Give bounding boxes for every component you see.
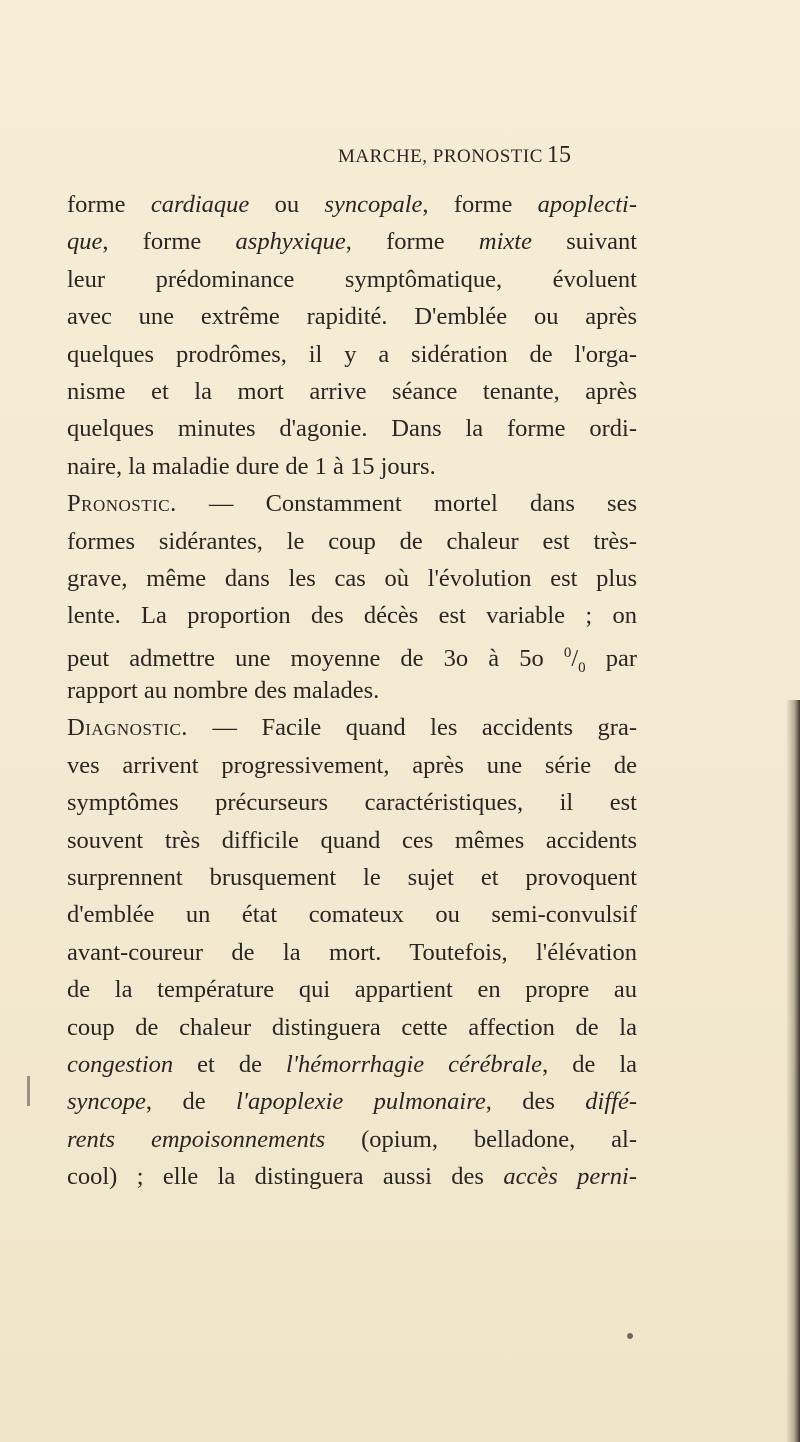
text-run: 0 xyxy=(578,659,586,676)
page-edge-shadow xyxy=(786,700,800,1442)
text-run: , de xyxy=(145,1088,236,1116)
text-run: 0 xyxy=(563,644,572,661)
text-run: / xyxy=(571,644,579,672)
text-line xyxy=(67,186,637,223)
text-run: formes sidérantes, le coup de chaleur est très- xyxy=(67,527,637,555)
text-run: avec une extrême rapidité. D'emblée ou après xyxy=(67,303,637,331)
text-line xyxy=(67,373,637,410)
text-line xyxy=(67,1158,637,1195)
italic-term: que xyxy=(67,228,103,256)
text-line xyxy=(67,223,637,260)
ink-dot xyxy=(627,1333,633,1339)
text-line xyxy=(67,971,637,1008)
text-run: symptômes précurseurs caractéristiques, il est xyxy=(67,789,637,817)
text-run: surprennent brusquement le sujet et provoquent xyxy=(67,864,637,892)
text-run: quelques prodrômes, il y a sidération de l'orga- xyxy=(67,340,637,368)
italic-term: rents empoisonnements xyxy=(67,1125,326,1153)
italic-term: diffé- xyxy=(585,1088,637,1116)
text-run: , forme xyxy=(102,228,236,256)
italic-term: apoplecti- xyxy=(537,191,637,218)
text-line xyxy=(67,784,637,821)
italic-term: syncopale xyxy=(324,191,423,218)
text-run: rapport au nombre des malades. xyxy=(67,677,380,705)
text-run: de la température qui appartient en propre au xyxy=(67,976,637,1004)
text-line xyxy=(67,298,637,335)
italic-term: cardiaque xyxy=(150,191,250,218)
italic-term: mixte xyxy=(478,228,532,256)
text-run: nisme et la mort arrive séance tenante, après xyxy=(67,377,637,405)
text-run: naire, la maladie dure de 1 à 15 jours. xyxy=(67,452,436,480)
text-line xyxy=(67,336,637,373)
text-line xyxy=(67,859,637,896)
text-line xyxy=(67,448,637,485)
text-run: ves arrivent progressivement, après une série de xyxy=(67,751,637,779)
text-run: avant-coureur de la mort. Toutefois, l'élévation xyxy=(67,938,637,966)
text-run: (opium, belladone, al- xyxy=(325,1125,637,1153)
text-run: , de la xyxy=(542,1050,638,1078)
text-line xyxy=(67,896,637,933)
text-run: quelques minutes d'agonie. Dans la forme ordi- xyxy=(67,415,637,443)
body-text xyxy=(67,186,637,1196)
text-line xyxy=(67,934,637,971)
text-line xyxy=(67,709,637,746)
text-run: ou xyxy=(249,191,325,218)
text-run: , forme xyxy=(345,228,479,256)
text-run: , forme xyxy=(422,191,538,218)
text-run: forme xyxy=(67,191,151,218)
text-run: lente. La proportion des décès est variable ; on xyxy=(67,602,637,630)
running-head: MARCHE, PRONOSTIC xyxy=(338,146,543,167)
text-line xyxy=(67,1083,637,1120)
text-line xyxy=(67,672,637,709)
text-run: cool) ; elle la distinguera aussi des xyxy=(67,1163,504,1191)
text-run: et de xyxy=(173,1050,286,1078)
text-line xyxy=(67,822,637,859)
page-header xyxy=(0,142,800,176)
margin-mark xyxy=(27,1076,30,1106)
text-line xyxy=(67,410,637,447)
section-heading: Diagnostic. xyxy=(67,714,188,742)
italic-term: accès perni- xyxy=(503,1163,637,1191)
text-run: leur prédominance symptômatique, évoluent xyxy=(67,265,637,293)
text-run: suivant xyxy=(531,228,638,256)
text-run: , des xyxy=(485,1088,586,1116)
italic-term: syncope xyxy=(67,1088,146,1116)
text-line xyxy=(67,635,637,676)
italic-term: asphyxique xyxy=(235,228,346,256)
italic-term: congestion xyxy=(67,1050,174,1078)
page-number: 15 xyxy=(547,142,571,168)
italic-term: l'apoplexie pulmonaire xyxy=(235,1088,486,1116)
text-run: — Facile quand les accidents gra- xyxy=(187,714,637,742)
text-run: souvent très difficile quand ces mêmes accidents xyxy=(67,826,637,854)
text-line xyxy=(67,597,637,634)
text-run: par xyxy=(585,644,637,672)
text-line xyxy=(67,1121,637,1158)
text-line xyxy=(67,1046,637,1083)
text-run: grave, même dans les cas où l'évolution est plus xyxy=(67,564,637,592)
text-run: — Constamment mortel dans ses xyxy=(176,490,637,518)
text-line xyxy=(67,747,637,784)
text-line xyxy=(67,485,637,522)
text-line xyxy=(67,523,637,560)
text-line xyxy=(67,560,637,597)
text-run: peut admettre une moyenne de 3o à 5o xyxy=(67,644,564,672)
text-run: coup de chaleur distinguera cette affection de la xyxy=(67,1013,637,1041)
section-heading: Pronostic. xyxy=(67,490,177,518)
italic-term: l'hémorrhagie cérébrale xyxy=(286,1050,543,1078)
text-run: d'emblée un état comateux ou semi-convulsif xyxy=(67,901,637,929)
text-line xyxy=(67,261,637,298)
text-line xyxy=(67,1009,637,1046)
